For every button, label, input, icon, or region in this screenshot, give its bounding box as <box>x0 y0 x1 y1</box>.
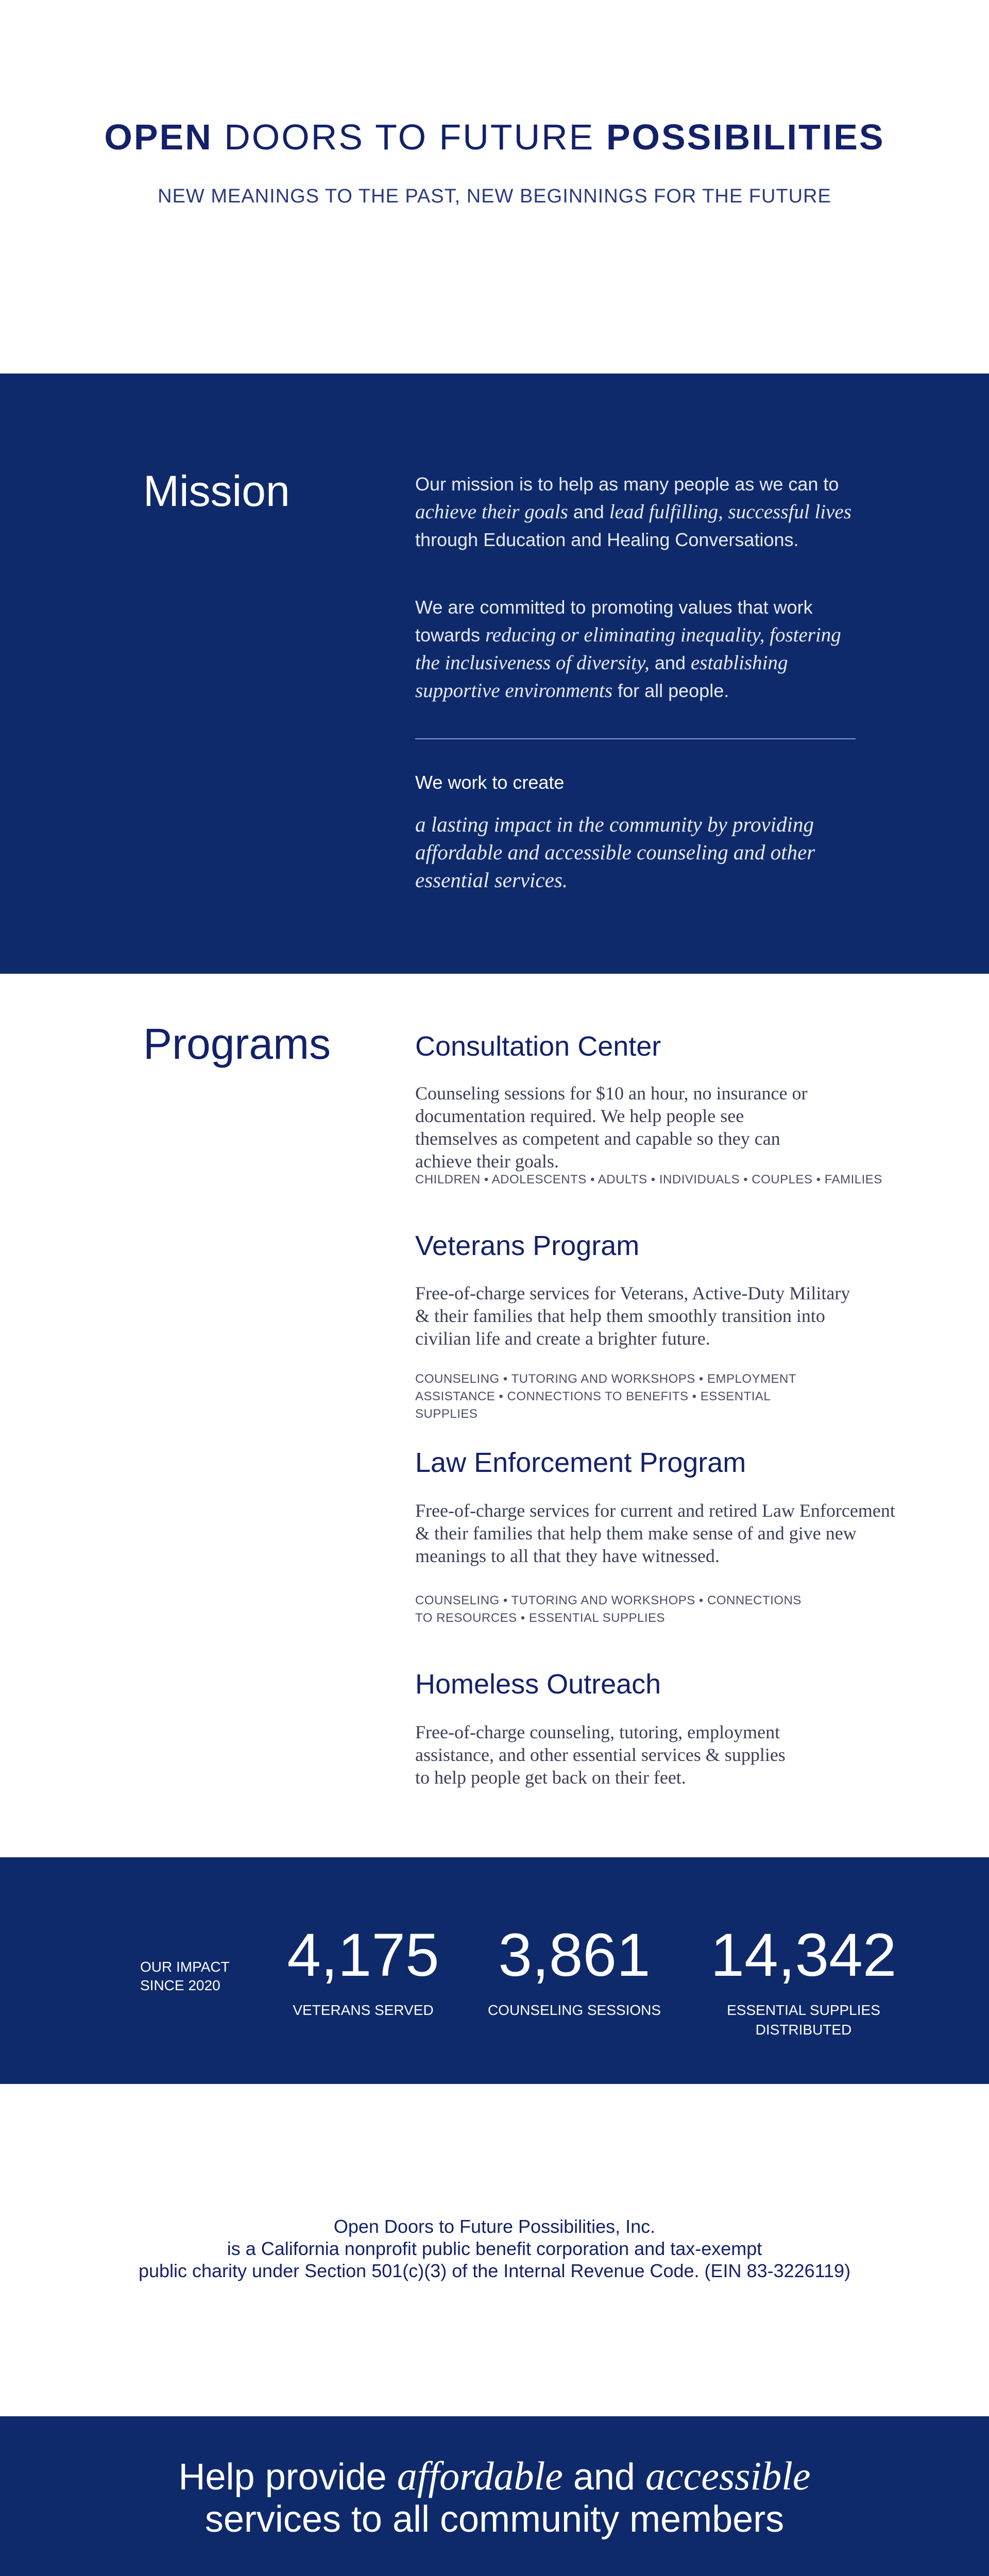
stat-value: 3,861 <box>498 1921 651 1989</box>
program-tags-law-enforcement: COUNSELING • TUTORING AND WORKSHOPS • CONNECTIONS TO RESOURCES • ESSENTIAL SUPPLIES <box>415 1594 802 1625</box>
donate-heading-text: Help provide <box>178 2456 397 2498</box>
impact-label-line: SINCE 2020 <box>140 1977 220 1993</box>
hero-section <box>0 0 989 374</box>
program-title-law-enforcement: Law Enforcement Program <box>415 1447 746 1478</box>
program-desc-veterans: Free-of-charge services for Veterans, Active-Duty Military & their families that help them smoothly transition into civilian life and create a brighter future. <box>415 1283 850 1349</box>
hero-subtitle: NEW MEANINGS TO THE PAST, NEW BEGINNINGS FOR THE FUTURE <box>158 185 831 207</box>
mission-p1-text: through Education and Healing Conversations. <box>415 529 799 550</box>
mission-heading: Mission <box>143 467 290 515</box>
program-desc-homeless: Free-of-charge counseling, tutoring, employment assistance, and other essential services & supplies to help people get back on their feet. <box>415 1722 786 1788</box>
stat-caption-line: DISTRIBUTED <box>755 2022 852 2038</box>
donate-heading <box>0 2455 989 2540</box>
stat-caption-line: ESSENTIAL SUPPLIES <box>727 2002 880 2018</box>
hero-title <box>0 116 989 158</box>
mission-p2-emphasis-2: establishing supportive environments <box>415 652 788 702</box>
donate-heading-text: and <box>562 2456 645 2498</box>
program-desc-law-enforcement: Free-of-charge services for current and retired Law Enforcement & their families that help them make sense of and give new meanings to all that they have witnessed. <box>415 1500 895 1566</box>
mission-p1-text: Our mission is to help as many people as we can to <box>415 473 839 495</box>
stat-caption <box>701 2001 907 2040</box>
programs-heading: Programs <box>143 1020 331 1068</box>
mission-p2-text: and <box>649 652 691 673</box>
mission-p2-text: for all people. <box>612 680 729 701</box>
program-desc-consultation: Counseling sessions for $10 an hour, no insurance or documentation required. We help people see themselves as competent and capable so they can achieve their goals. <box>415 1083 808 1172</box>
nonprofit-line: is a California nonprofit public benefit corporation and tax-exempt <box>227 2238 762 2259</box>
nonprofit-statement <box>0 2215 989 2282</box>
stat-sessions <box>482 1921 667 2020</box>
mission-p2-emphasis-1: reducing or eliminating inequality, fostering the inclusiveness of diversity, <box>415 624 841 674</box>
donate-section <box>0 2416 989 2576</box>
nonprofit-line: public charity under Section 501(c)(3) of the Internal Revenue Code. (EIN 83-3226119) <box>138 2260 851 2281</box>
mission-p1-emphasis-1: achieve their goals <box>415 501 568 523</box>
impact-label <box>140 1958 230 1995</box>
create-text: a lasting impact in the community by providing affordable and accessible counseling and other essential services. <box>415 812 815 892</box>
stat-value: 4,175 <box>287 1921 439 1989</box>
stat-veterans <box>286 1921 440 2020</box>
mission-paragraph-2 <box>415 594 868 705</box>
program-tags-veterans: COUNSELING • TUTORING AND WORKSHOPS • EMPLOYMENT ASSISTANCE • CONNECTIONS TO BENEFITS • ESSENTIAL SUPPLIES <box>415 1372 796 1421</box>
stat-caption: COUNSELING SESSIONS <box>487 2002 661 2018</box>
stat-value: 14,342 <box>710 1921 897 1989</box>
nonprofit-line: Open Doors to Future Possibilities, Inc. <box>333 2216 656 2237</box>
program-title-veterans: Veterans Program <box>415 1230 640 1261</box>
program-tags-consultation: CHILDREN • ADOLESCENTS • ADULTS • INDIVIDUALS • COUPLES • FAMILIES <box>415 1173 882 1187</box>
stat-caption: VETERANS SERVED <box>293 2002 434 2018</box>
impact-label-line: OUR IMPACT <box>140 1959 230 1975</box>
mission-divider <box>415 738 856 739</box>
donate-heading-emphasis: accessible <box>645 2453 811 2498</box>
hero-title-open: OPEN <box>104 117 213 157</box>
donate-heading-line-1 <box>0 2455 989 2498</box>
donate-heading-line-2: services to all community members <box>204 2499 785 2540</box>
donate-heading-emphasis: affordable <box>397 2453 563 2498</box>
nonprofit-section <box>0 2084 989 2416</box>
mission-p1-emphasis-2: lead fulfilling, successful lives <box>609 501 851 523</box>
mission-p2-text: We are committed to promoting values that work towards <box>415 597 813 646</box>
impact-section <box>0 1857 989 2084</box>
stat-supplies <box>701 1921 907 2040</box>
program-title-consultation: Consultation Center <box>415 1031 661 1062</box>
mission-p1-text: and <box>568 501 609 522</box>
create-label: We work to create <box>415 772 565 793</box>
hero-title-middle: DOORS TO FUTURE <box>212 117 606 157</box>
mission-paragraph-1 <box>415 470 868 554</box>
hero-title-possibilities: POSSIBILITIES <box>606 117 885 157</box>
program-title-homeless: Homeless Outreach <box>415 1669 661 1700</box>
